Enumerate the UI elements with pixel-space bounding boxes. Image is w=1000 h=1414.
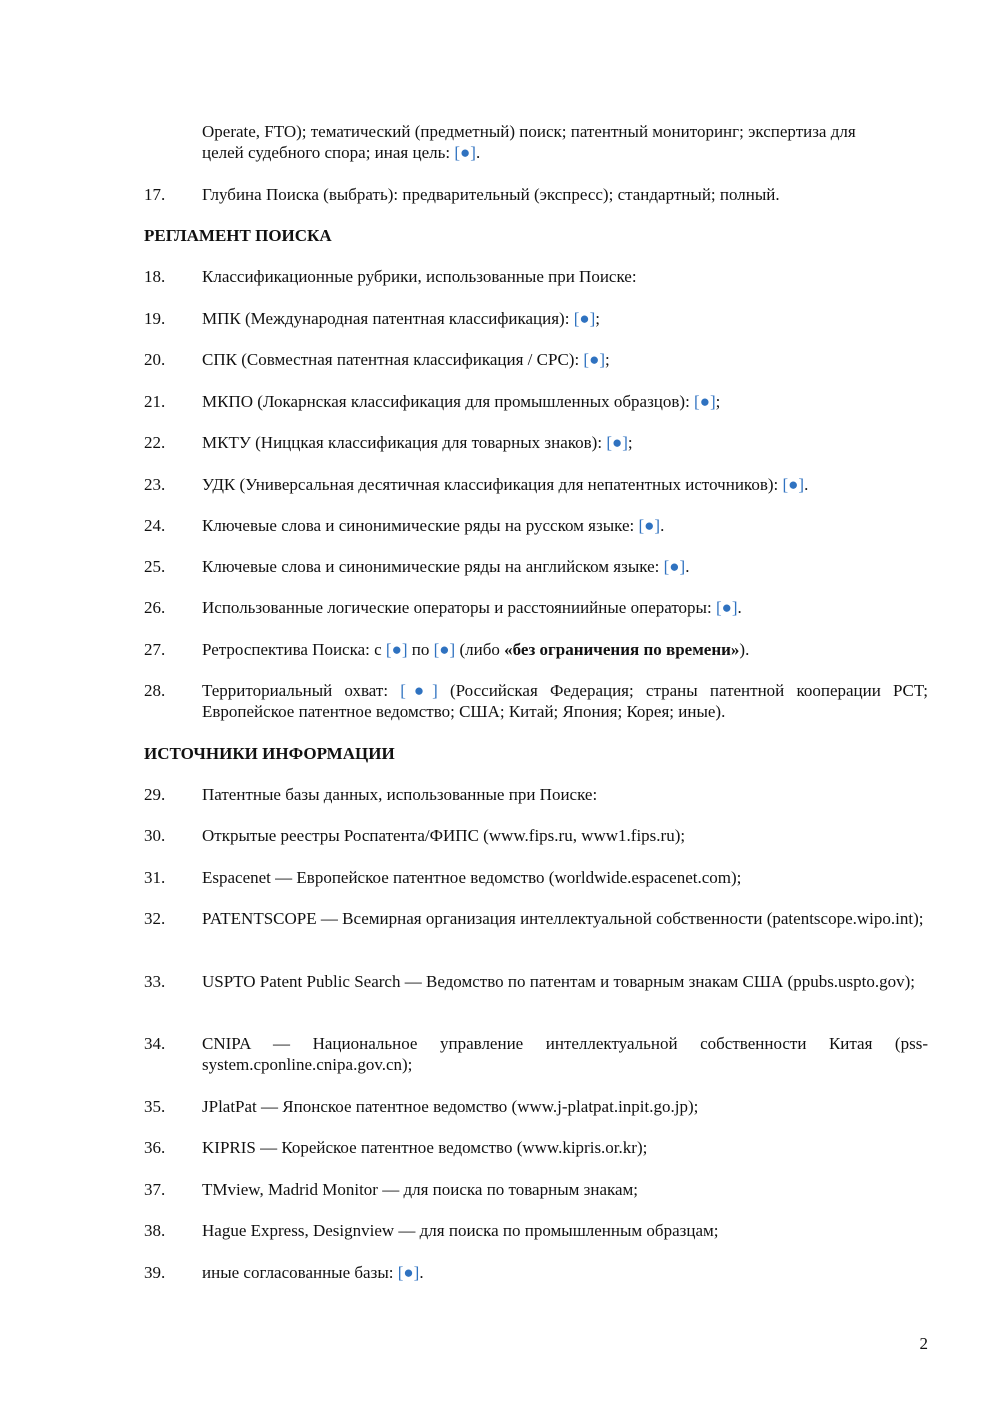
item-number: 28.	[144, 681, 166, 700]
item-number: 19.	[144, 309, 166, 328]
item-20-text	[202, 349, 928, 370]
placeholder-marker[interactable]: [●]	[573, 309, 596, 328]
placeholder-marker[interactable]: [●]	[583, 350, 606, 369]
item-number: 33.	[144, 972, 166, 991]
item-number: 25.	[144, 557, 166, 576]
placeholder-marker[interactable]: [●]	[663, 557, 686, 576]
item-32-text: PATENTSCOPE — Всемирная организация интеллектуальной собственности (patentscope.wipo.int);	[202, 909, 924, 928]
item-17-text: Глубина Поиска (выбрать): предварительный (экспресс); стандартный; полный.	[202, 185, 780, 204]
placeholder-marker[interactable]: [●]	[782, 475, 805, 494]
item-24-text	[202, 515, 928, 536]
item-number: 20.	[144, 350, 166, 369]
item-27-connector: по	[407, 640, 434, 659]
item-number: 31.	[144, 868, 166, 887]
item-number: 18.	[144, 267, 166, 286]
item-number: 21.	[144, 392, 166, 411]
item-number: 30.	[144, 826, 166, 845]
item-24-label: Ключевые слова и синонимические ряды на русском языке:	[202, 516, 639, 535]
item-28-text	[202, 680, 928, 722]
item-27-either: (либо	[455, 640, 505, 659]
item-27-bold-option: «без ограничения по времени»	[504, 640, 740, 659]
item-23-label: УДК (Универсальная десятичная классификация для непатентных источников):	[202, 475, 783, 494]
item-27-text	[202, 639, 928, 660]
item-25-text	[202, 556, 928, 577]
item-21-label: МКПО (Локарнская классификация для промышленных образцов):	[202, 392, 695, 411]
item-22-text	[202, 432, 928, 453]
section-heading-search-rules: РЕГЛАМЕНТ ПОИСКА	[144, 226, 332, 245]
item-number: 17.	[144, 185, 166, 204]
item-number: 37.	[144, 1180, 166, 1199]
item-number: 24.	[144, 516, 166, 535]
placeholder-marker[interactable]: [●]	[694, 392, 716, 411]
item-33-text: USPTO Patent Public Search — Ведомство по патентам и товарным знакам США (ppubs.uspto.gov);	[202, 972, 916, 991]
item-20-end: ;	[605, 350, 610, 369]
item-29-text: Патентные базы данных, использованные при Поиске:	[202, 785, 598, 804]
item-26-text	[202, 597, 928, 618]
intro-line1: Operate, FTO); тематический (предметный) поиск; патентный мониторинг; экспертиза для	[202, 122, 856, 141]
intro-line2: целей судебного спора; иная цель:	[202, 143, 455, 162]
item-number: 23.	[144, 475, 166, 494]
item-39-label: иные согласованные базы:	[202, 1263, 398, 1282]
item-25-end: .	[685, 557, 690, 576]
item-36-text: KIPRIS — Корейское патентное ведомство (www.kipris.or.kr);	[202, 1138, 648, 1157]
item-38-text: Hague Express, Designview — для поиска по промышленным образцам;	[202, 1221, 719, 1240]
item-28-detail: (Российская Федерация; страны патентной кооперации PCT; Европейское патентное ведомство; США; Китай; Япония; Корея; иные).	[202, 681, 929, 721]
item-number: 39.	[144, 1263, 166, 1282]
item-34-text: CNIPA — Национальное управление интеллектуальной собственности Китая (pss-system.cponline.cnipa.gov.cn);	[202, 1034, 928, 1074]
item-23-end: .	[804, 475, 809, 494]
placeholder-marker[interactable]: [●]	[638, 516, 661, 535]
item-19-label: МПК (Международная патентная классификация):	[202, 309, 574, 328]
item-31-text: Espacenet — Европейское патентное ведомство (worldwide.espacenet.com);	[202, 868, 742, 887]
item-37-text: TMview, Madrid Monitor — для поиска по товарным знакам;	[202, 1180, 639, 1199]
item-35-text: JPlatPat — Японское патентное ведомство (www.j-platpat.inpit.go.jp);	[202, 1097, 699, 1116]
item-number: 27.	[144, 640, 166, 659]
item-number: 36.	[144, 1138, 166, 1157]
placeholder-marker[interactable]: [●]	[400, 681, 438, 700]
placeholder-marker[interactable]: [●]	[606, 433, 628, 452]
item-25-label: Ключевые слова и синонимические ряды на английском языке:	[202, 557, 664, 576]
item-27-label: Ретроспектива Поиска: с	[202, 640, 386, 659]
item-number: 38.	[144, 1221, 166, 1240]
item-39-end: .	[419, 1263, 424, 1282]
placeholder-marker[interactable]: [●]	[385, 640, 408, 659]
item-21-end: ;	[715, 392, 721, 411]
item-number: 34.	[144, 1034, 166, 1053]
item-22-end: ;	[627, 433, 633, 452]
placeholder-marker[interactable]: [●]	[454, 143, 476, 162]
item-20-label: СПК (Совместная патентная классификация / CPC):	[202, 350, 584, 369]
item-number: 35.	[144, 1097, 166, 1116]
item-23-text	[202, 474, 928, 495]
placeholder-marker[interactable]: [●]	[397, 1263, 420, 1282]
section-heading-information-sources: ИСТОЧНИКИ ИНФОРМАЦИИ	[144, 744, 395, 763]
item-27-end: ).	[739, 640, 750, 659]
item-number: 29.	[144, 785, 166, 804]
item-39-text	[202, 1262, 928, 1283]
item-22-label: МКТУ (Ниццкая классификация для товарных знаков):	[202, 433, 607, 452]
item-28-label: Территориальный охват:	[202, 681, 401, 700]
placeholder-marker[interactable]: [●]	[715, 598, 738, 617]
item-26-end: .	[737, 598, 742, 617]
intro-line2-end: .	[475, 143, 481, 162]
item-21-text	[202, 391, 928, 412]
intro-paragraph	[202, 121, 928, 163]
item-number: 26.	[144, 598, 166, 617]
item-26-label: Использованные логические операторы и расстояниийные операторы:	[202, 598, 716, 617]
item-30-text: Открытые реестры Роспатента/ФИПС (www.fips.ru, www1.fips.ru);	[202, 826, 686, 845]
item-18-text: Классификационные рубрики, использованные при Поиске:	[202, 267, 637, 286]
page-number: 2	[919, 1334, 928, 1353]
item-number: 32.	[144, 909, 166, 928]
item-19-text	[202, 308, 928, 329]
item-number: 22.	[144, 433, 166, 452]
item-24-end: .	[660, 516, 665, 535]
item-19-end: ;	[595, 309, 601, 328]
placeholder-marker[interactable]: [●]	[433, 640, 456, 659]
